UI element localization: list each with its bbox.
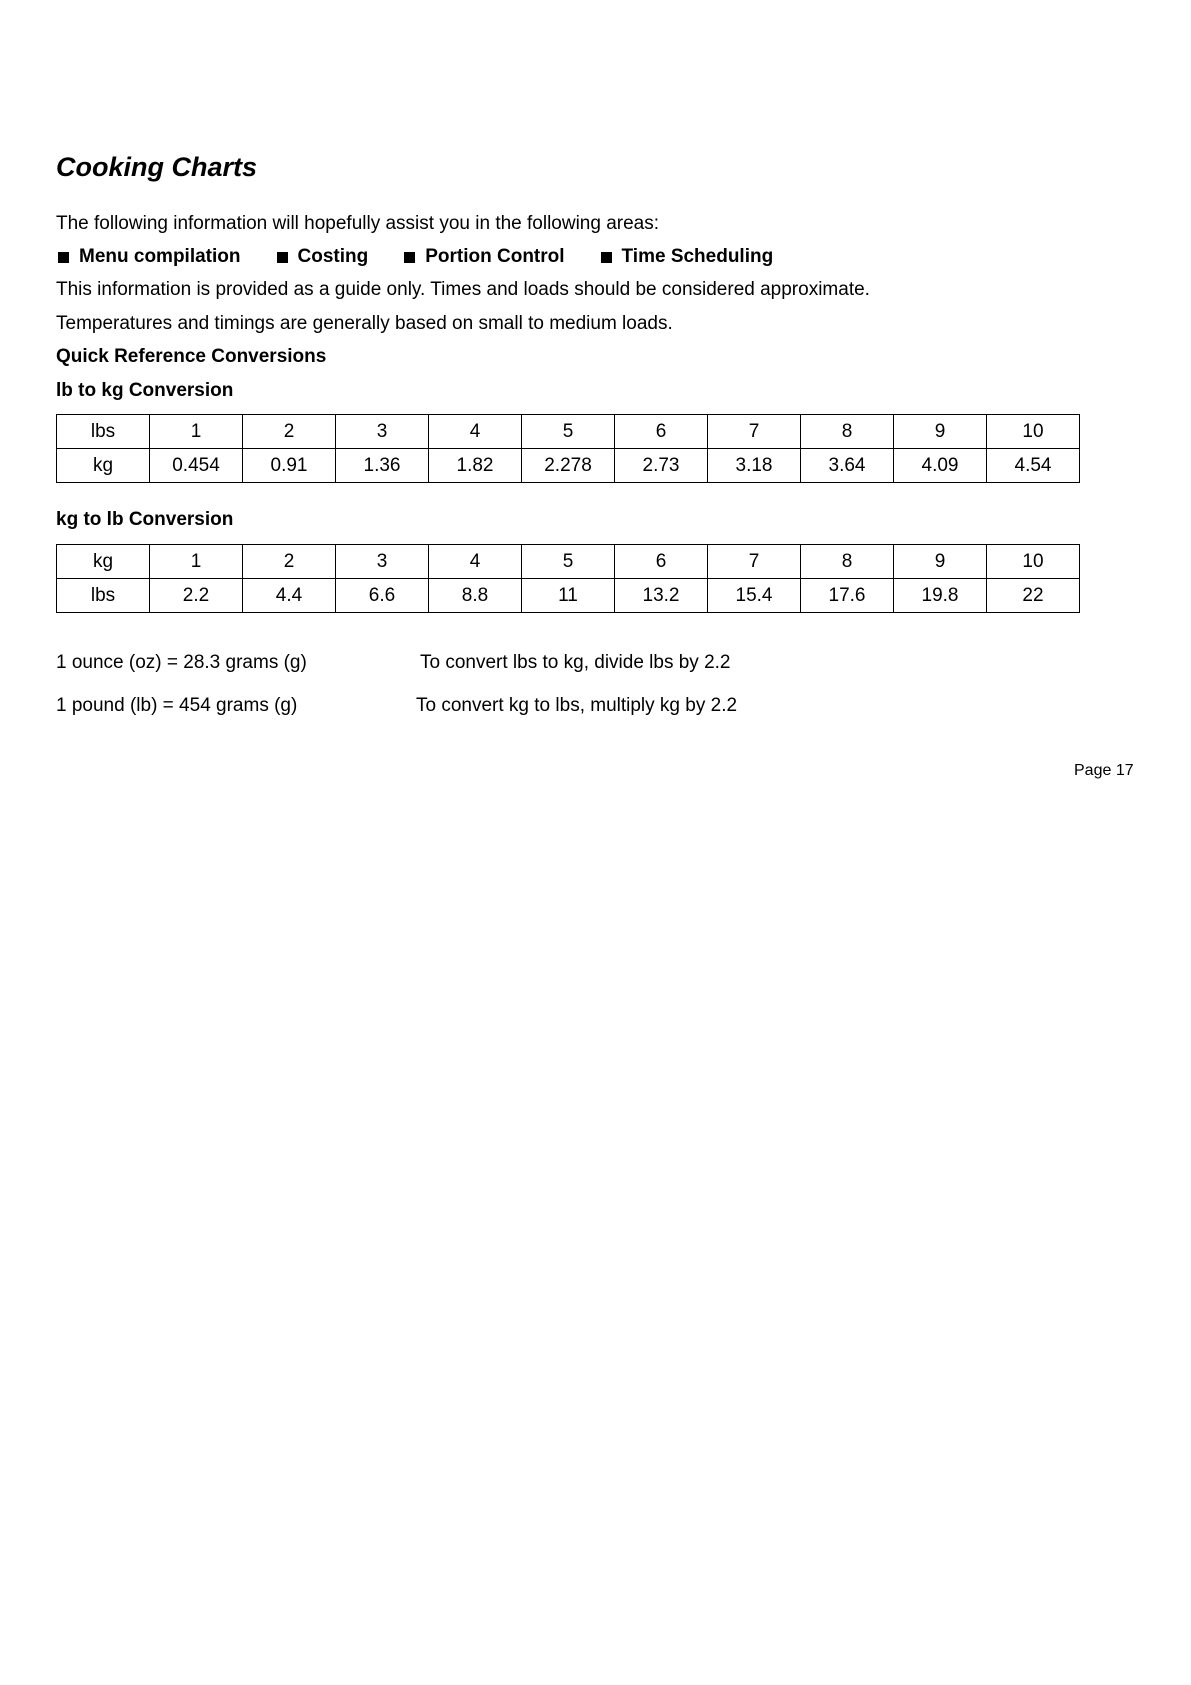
- lb-to-kg-heading: lb to kg Conversion: [56, 380, 234, 401]
- table-cell: 5: [522, 415, 615, 449]
- lbs-to-kg-instruction: To convert lbs to kg, divide lbs by 2.2: [420, 652, 731, 673]
- table-cell: 4: [429, 415, 522, 449]
- table-cell: 8: [801, 545, 894, 579]
- table-cell: 13.2: [615, 579, 708, 613]
- table-cell: 7: [708, 545, 801, 579]
- kg-to-lbs-instruction: To convert kg to lbs, multiply kg by 2.2: [416, 695, 738, 716]
- table-cell: 4.09: [894, 449, 987, 483]
- table-cell: 3: [336, 545, 429, 579]
- lb-to-kg-table: [56, 414, 1080, 483]
- quick-reference-heading: Quick Reference Conversions: [56, 346, 327, 367]
- focus-item-label: Time Scheduling: [621, 246, 774, 267]
- focus-area-list: [58, 246, 773, 268]
- table-cell: 2.278: [522, 449, 615, 483]
- page-number: Page 17: [1074, 762, 1134, 779]
- table-row: [57, 449, 1080, 483]
- table-row: [57, 579, 1080, 613]
- page-title: Cooking Charts: [56, 152, 258, 182]
- focus-item-portion-control: [404, 246, 564, 268]
- ounce-conversion-note: 1 ounce (oz) = 28.3 grams (g): [56, 652, 307, 673]
- table-cell: 2: [243, 545, 336, 579]
- focus-item-menu-compilation: [58, 246, 241, 268]
- table-cell: kg: [57, 545, 150, 579]
- table-cell: lbs: [57, 579, 150, 613]
- table-cell: 1.82: [429, 449, 522, 483]
- table-cell: 3.18: [708, 449, 801, 483]
- table-cell: 2.73: [615, 449, 708, 483]
- table-cell: 4.54: [987, 449, 1080, 483]
- guide-note: This information is provided as a guide only. Times and loads should be considered approximate.: [56, 279, 870, 300]
- table-cell: lbs: [57, 415, 150, 449]
- table-cell: 1: [150, 415, 243, 449]
- table-cell: 10: [987, 415, 1080, 449]
- table-cell: 6: [615, 415, 708, 449]
- table-cell: 22: [987, 579, 1080, 613]
- table-cell: 5: [522, 545, 615, 579]
- table-cell: 6: [615, 545, 708, 579]
- table-cell: kg: [57, 449, 150, 483]
- table-cell: 15.4: [708, 579, 801, 613]
- table-cell: 7: [708, 415, 801, 449]
- bullet-square-icon: [404, 252, 415, 263]
- table-cell: 1.36: [336, 449, 429, 483]
- table-cell: 8.8: [429, 579, 522, 613]
- table-cell: 2: [243, 415, 336, 449]
- focus-item-costing: [277, 246, 369, 268]
- table-row: [57, 545, 1080, 579]
- focus-item-label: Portion Control: [425, 246, 565, 267]
- table-row: [57, 415, 1080, 449]
- table-cell: 2.2: [150, 579, 243, 613]
- focus-item-label: Costing: [297, 246, 369, 267]
- table-cell: 3: [336, 415, 429, 449]
- pound-conversion-note: 1 pound (lb) = 454 grams (g): [56, 695, 298, 716]
- table-cell: 1: [150, 545, 243, 579]
- intro-text: The following information will hopefully assist you in the following areas:: [56, 213, 660, 234]
- temperature-note: Temperatures and timings are generally based on small to medium loads.: [56, 313, 673, 334]
- table-cell: 4.4: [243, 579, 336, 613]
- table-cell: 0.454: [150, 449, 243, 483]
- bullet-square-icon: [277, 252, 288, 263]
- kg-to-lb-table: [56, 544, 1080, 613]
- table-cell: 17.6: [801, 579, 894, 613]
- table-cell: 11: [522, 579, 615, 613]
- table-cell: 6.6: [336, 579, 429, 613]
- bullet-square-icon: [601, 252, 612, 263]
- table-cell: 0.91: [243, 449, 336, 483]
- focus-item-label: Menu compilation: [79, 246, 241, 267]
- bullet-square-icon: [58, 252, 69, 263]
- table-cell: 19.8: [894, 579, 987, 613]
- focus-item-time-scheduling: [601, 246, 774, 268]
- kg-to-lb-heading: kg to lb Conversion: [56, 509, 234, 530]
- table-cell: 4: [429, 545, 522, 579]
- table-cell: 3.64: [801, 449, 894, 483]
- table-cell: 9: [894, 415, 987, 449]
- table-cell: 9: [894, 545, 987, 579]
- table-cell: 8: [801, 415, 894, 449]
- table-cell: 10: [987, 545, 1080, 579]
